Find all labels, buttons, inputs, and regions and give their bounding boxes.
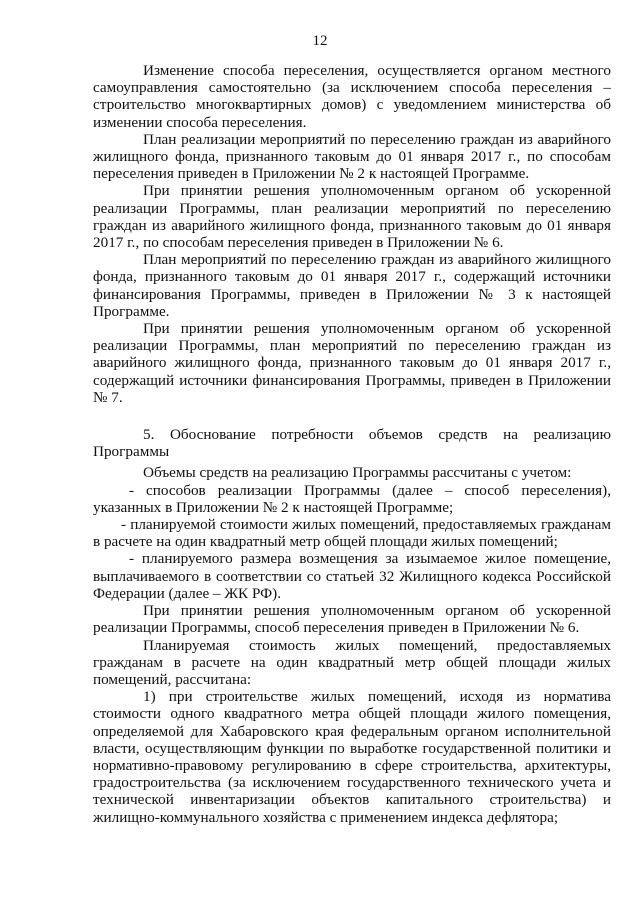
paragraph: Объемы средств на реализацию Программы рассчитаны с учетом:	[143, 464, 572, 482]
paragraph: Планируемая стоимость жилых помещений, предоставляемых гражданам в расчете на один квадратный метр общей площади жилых помещений, рассчитана:	[93, 636, 611, 688]
document-body	[93, 62, 611, 826]
paragraph: Изменение способа переселения, осуществляется органом местного самоуправления самостоятельно (за исключением способа переселения – строительство многоквартирных домов) с уведомлением министерства об изменении способа переселения.	[93, 62, 611, 131]
list-item: - планируемого размера возмещения за изымаемое жилое помещение, выплачиваемого в соответствии со статьей 32 Жилищного кодекса Российской Федерации (далее – ЖК РФ).	[93, 550, 611, 602]
paragraph: План реализации мероприятий по переселению граждан из аварийного жилищного фонда, признанного таковым до 01 января 2017 г., по способам переселения приведен в Приложении № 2 к настоящей Программе.	[93, 130, 611, 183]
page-number: 12	[312, 33, 328, 49]
section-heading: 5. Обоснование потребности объемов средств на реализацию Программы	[93, 426, 611, 461]
paragraph: При принятии решения уполномоченным органом об ускоренной реализации Программы, план реализации мероприятий по переселению граждан из аварийного жилищного фонда, признанного таковым до 01 января 2017 г., по способам переселения приведен в Приложении № 6.	[93, 182, 611, 252]
paragraph: 1) при строительстве жилых помещений, исходя из норматива стоимости одного квадратного метра общей площади жилого помещения, определяемой для Хабаровского края федеральным органом исполнительной власти, осуществляющим функции по выработке государственной политики и нормативно-правовому регулированию в сфере строительства, архитектуры, градостроительства (за исключением государственного технического учета и технической инвентаризации объектов капитального строительства) и жилищно-коммунального хозяйства с применением индекса дефлятора;	[93, 688, 611, 826]
list-item: - способов реализации Программы (далее – способ переселения), указанных в Приложении № 2 к настоящей Программе;	[93, 481, 611, 516]
paragraph: План мероприятий по переселению граждан из аварийного жилищного фонда, признанного таковым до 01 января 2017 г., содержащий источники финансирования Программы, приведен в Приложении № 3 к настоящей Программе.	[93, 251, 611, 320]
paragraph: При принятии решения уполномоченным органом об ускоренной реализации Программы, план мероприятий по переселению граждан из аварийного жилищного фонда, признанного таковым до 01 января 2017 г., содержащий источники финансирования Программы, приведен в Приложении № 7.	[93, 320, 611, 406]
paragraph: При принятии решения уполномоченным органом об ускоренной реализации Программы, способ переселения приведен в Приложении № 6.	[93, 602, 611, 637]
list-item: - планируемой стоимости жилых помещений, предоставляемых гражданам в расчете на один квадратный метр общей площади жилых помещений;	[93, 516, 611, 551]
